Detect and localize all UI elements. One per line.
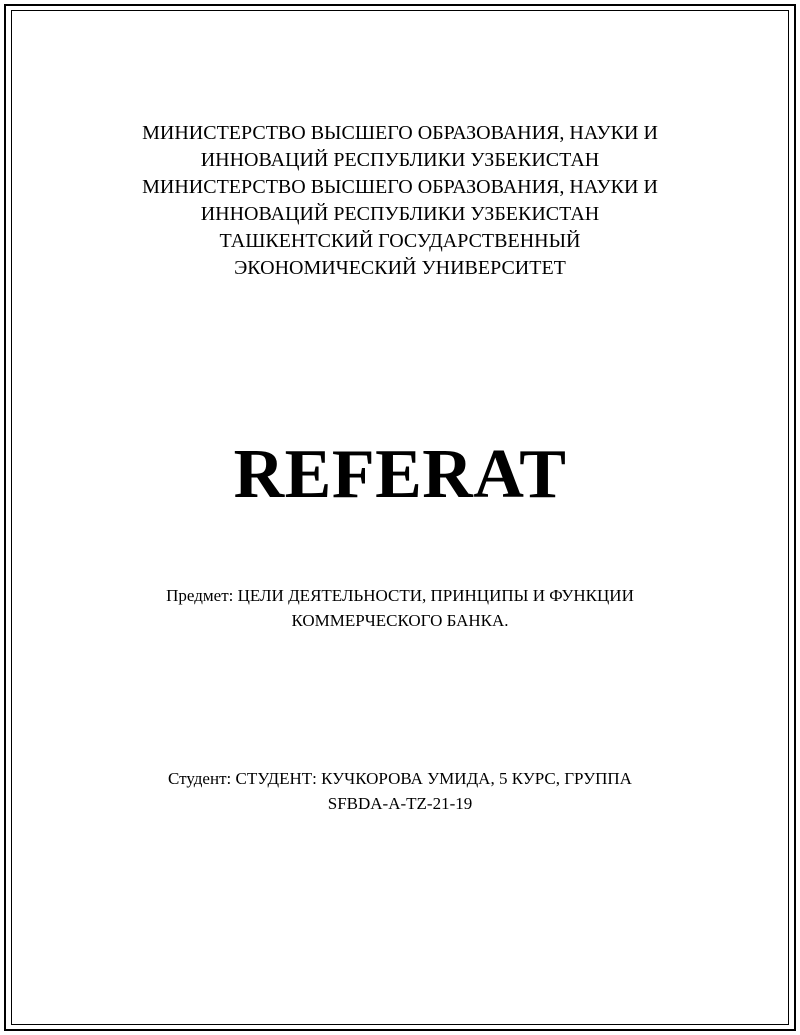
header-line: МИНИСТЕРСТВО ВЫСШЕГО ОБРАЗОВАНИЯ, НАУКИ И xyxy=(142,122,658,144)
subject-line: Предмет: ЦЕЛИ ДЕЯТЕЛЬНОСТИ, ПРИНЦИПЫ И ФУНКЦИИ xyxy=(166,586,634,605)
institution-header xyxy=(0,120,800,282)
subject-line: КОММЕРЧЕСКОГО БАНКА. xyxy=(291,611,509,630)
subject-section xyxy=(0,583,800,633)
header-line: ИННОВАЦИЙ РЕСПУБЛИКИ УЗБЕКИСТАН xyxy=(200,149,600,171)
student-line: SFBDA-A-TZ-21-19 xyxy=(327,794,473,813)
document-title: REFERAT xyxy=(233,436,567,513)
student-line: Студент: СТУДЕНТ: КУЧКОРОВА УМИДА, 5 КУРС, ГРУППА xyxy=(168,769,632,788)
header-line: ИННОВАЦИЙ РЕСПУБЛИКИ УЗБЕКИСТАН xyxy=(200,203,600,225)
header-line: МИНИСТЕРСТВО ВЫСШЕГО ОБРАЗОВАНИЯ, НАУКИ И xyxy=(142,176,658,198)
header-line: ТАШКЕНТСКИЙ ГОСУДАРСТВЕННЫЙ xyxy=(219,230,581,252)
student-section xyxy=(0,766,800,816)
header-line: ЭКОНОМИЧЕСКИЙ УНИВЕРСИТЕТ xyxy=(234,257,566,279)
